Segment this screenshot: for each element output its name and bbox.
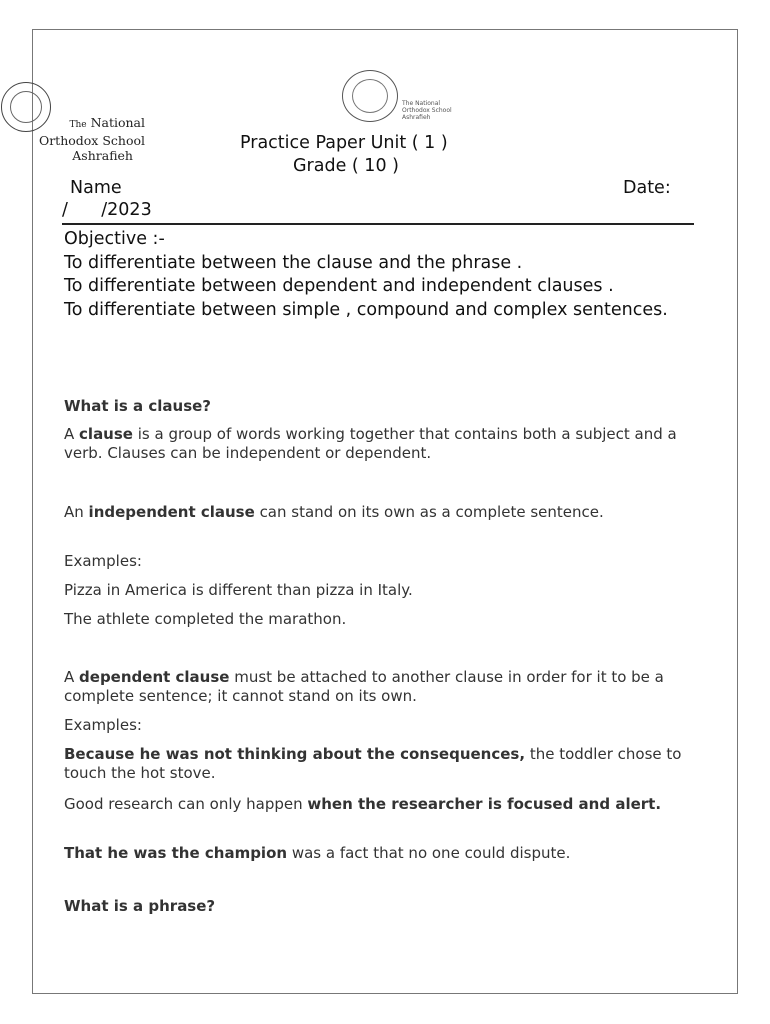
examples-label: Examples:: [64, 552, 142, 570]
term-clause: clause: [79, 425, 133, 443]
school-name-logo: [20, 115, 145, 163]
crest-text-right: The National Orthodox School Ashrafieh: [402, 100, 452, 121]
example-sentence: [64, 745, 694, 783]
example-sentence: The athlete completed the marathon.: [64, 610, 347, 628]
independent-clause-definition: [64, 503, 694, 522]
clause-heading: What is a clause?: [64, 397, 212, 415]
objectives-heading: Objective :-: [64, 229, 165, 249]
objective-item: To differentiate between the clause and the phrase .: [64, 252, 523, 273]
paper-title: Practice Paper Unit ( 1 ): [240, 133, 448, 153]
school-crest-center-logo: [284, 70, 456, 126]
text-run: must be attached to another clause in order for it to be a complete sentence; it cannot stand on its own.: [64, 668, 664, 705]
text-run: A: [64, 425, 80, 443]
text-run: Good research can only happen: [64, 795, 308, 813]
objectives-block: [64, 228, 704, 322]
school-name-line1: National: [90, 115, 145, 130]
dependent-clause-definition: [64, 668, 694, 706]
text-run: A: [64, 668, 80, 686]
objective-item: To differentiate between simple , compound and complex sentences.: [64, 299, 668, 320]
name-label: Name: [70, 178, 122, 198]
objective-item: To differentiate between dependent and independent clauses .: [64, 276, 614, 296]
text-run: the toddler chose to touch the hot stove.: [64, 745, 682, 782]
crest-seal-icon: [342, 70, 398, 122]
example-sentence: [64, 795, 694, 814]
text-run: can stand on its own as a complete sentence.: [254, 503, 604, 521]
text-run: is a group of words working together that contains both a subject and a verb. Clauses can be independent or dependent.: [64, 425, 677, 462]
text-run: An: [64, 503, 89, 521]
text-run: was a fact that no one could dispute.: [287, 844, 571, 862]
school-name-small: The: [69, 120, 87, 130]
date-value: / /2023: [62, 200, 152, 220]
phrase-heading: What is a phrase?: [64, 897, 216, 915]
header-divider: [62, 223, 694, 225]
example-sentence: Pizza in America is different than pizza in Italy.: [64, 581, 413, 599]
example-sentence: [64, 844, 694, 863]
date-label: Date:: [623, 178, 671, 198]
clause-definition: [64, 425, 694, 463]
grade-line: Grade ( 10 ): [293, 156, 399, 176]
school-name-line2: Orthodox School: [38, 133, 145, 148]
term-independent-clause: independent clause: [88, 503, 255, 521]
example-bold-run: That he was the champion: [64, 844, 288, 862]
school-name-line3: Ashrafieh: [72, 148, 133, 163]
examples-label: Examples:: [64, 716, 142, 734]
term-dependent-clause: dependent clause: [79, 668, 230, 686]
example-bold-run: Because he was not thinking about the consequences,: [64, 745, 526, 763]
example-bold-run: when the researcher is focused and alert.: [307, 795, 662, 813]
